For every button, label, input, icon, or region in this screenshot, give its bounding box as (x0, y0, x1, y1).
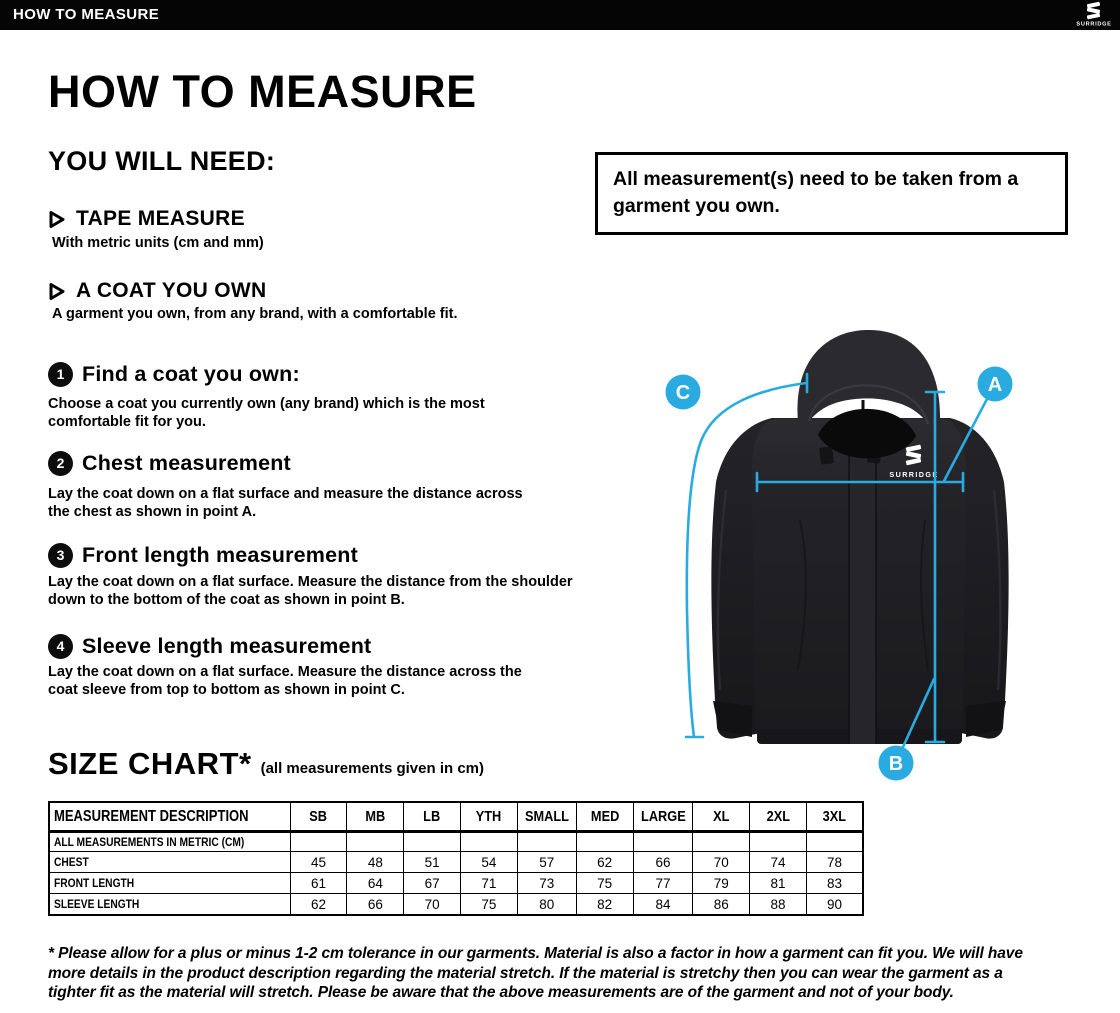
step-number-badge: 2 (48, 451, 73, 476)
step-3-heading (48, 543, 358, 568)
step-body-line: Lay the coat down on a flat surface. Measure the distance from the shoulder (48, 574, 573, 590)
size-value-cell: 84 (633, 894, 693, 916)
step-2-body (48, 485, 523, 521)
step-number-badge: 4 (48, 634, 73, 659)
table-note-cell: ALL MEASUREMENTS IN METRIC (CM) (49, 832, 290, 852)
size-chart-subtitle: (all measurements given in cm) (260, 760, 484, 777)
point-c-label: C (675, 382, 691, 404)
table-row-chest (49, 852, 863, 873)
footnote-line: * Please allow for a plus or minus 1-2 cm tolerance in our garments. Material is also a factor in how a garment can fit you. We will have (48, 945, 1023, 962)
need-item-description: With metric units (cm and mm) (52, 235, 264, 251)
size-col-header: LARGE (633, 802, 693, 832)
step-4-heading (48, 634, 371, 659)
step-title: Front length measurement (82, 543, 358, 567)
size-col-header: SMALL (517, 802, 576, 832)
size-value-cell: 54 (461, 852, 518, 873)
footnote-line: tighter fit as the material will stretch. Please be aware that the above measurements are of the garment and not of your body. (48, 984, 954, 1001)
size-value-cell: 80 (517, 894, 576, 916)
size-value-cell: 62 (576, 852, 633, 873)
step-body-line: Choose a coat you currently own (any brand) which is the most (48, 396, 485, 412)
size-value-cell: 61 (290, 873, 347, 894)
size-value-cell: 74 (750, 852, 807, 873)
bullet-triangle-icon (48, 281, 66, 302)
size-value-cell: 75 (461, 894, 518, 916)
step-1-heading (48, 362, 300, 387)
point-b-label: B (888, 753, 904, 775)
step-body-line: Lay the coat down on a flat surface. Measure the distance across the (48, 664, 522, 680)
size-value-cell: 83 (806, 873, 863, 894)
size-chart-table (48, 801, 864, 916)
size-value-cell: 88 (750, 894, 807, 916)
measurement-label-cell: SLEEVE LENGTH (49, 894, 290, 916)
step-number-badge: 1 (48, 362, 73, 387)
jacket-illustration (711, 330, 1008, 744)
need-item-label: A COAT YOU OWN (76, 279, 267, 302)
size-col-header: LB (404, 802, 461, 832)
size-col-header: SB (290, 802, 347, 832)
step-title: Chest measurement (82, 451, 291, 475)
size-value-cell: 79 (693, 873, 750, 894)
measurement-label-cell: FRONT LENGTH (49, 873, 290, 894)
size-value-cell: 62 (290, 894, 347, 916)
size-chart-heading (48, 748, 484, 780)
step-body-line: the chest as shown in point A. (48, 504, 257, 520)
header-title: HOW TO MEASURE (13, 6, 160, 23)
size-value-cell: 77 (633, 873, 693, 894)
size-chart-title: SIZE CHART* (48, 746, 252, 781)
size-value-cell: 75 (576, 873, 633, 894)
size-col-header: 3XL (806, 802, 863, 832)
step-title: Find a coat you own: (82, 362, 300, 386)
note-box-line: garment you own. (613, 195, 780, 217)
size-value-cell: 70 (693, 852, 750, 873)
size-value-cell: 70 (404, 894, 461, 916)
surridge-logo-wordmark: SURRIDGE (1076, 21, 1112, 28)
point-a-label: A (987, 374, 1003, 396)
need-item-coat (48, 279, 266, 303)
size-col-header: MB (347, 802, 404, 832)
step-body-line: down to the bottom of the coat as shown in point B. (48, 592, 405, 608)
surridge-logo-icon (1073, 1, 1115, 29)
size-value-cell: 64 (347, 873, 404, 894)
need-item-tape-measure (48, 207, 245, 231)
you-will-need-heading: YOU WILL NEED: (48, 146, 276, 176)
note-box (595, 152, 1068, 235)
note-box-line: All measurement(s) need to be taken from a (613, 168, 1019, 190)
corner-header-cell: MEASUREMENT DESCRIPTION (49, 802, 290, 832)
need-item-label: TAPE MEASURE (76, 207, 245, 230)
size-value-cell: 71 (461, 873, 518, 894)
tolerance-footnote (48, 944, 1088, 1003)
step-number-badge: 3 (48, 543, 73, 568)
size-value-cell: 81 (750, 873, 807, 894)
size-col-header: 2XL (750, 802, 807, 832)
header-bar (0, 0, 1120, 30)
need-item-description: A garment you own, from any brand, with a comfortable fit. (52, 306, 458, 322)
table-header-row (49, 802, 863, 832)
bullet-triangle-icon (48, 209, 66, 230)
size-value-cell: 82 (576, 894, 633, 916)
step-2-heading (48, 451, 291, 476)
footnote-line: more details in the product description regarding the material stretch. If the material is stretchy then you can wear the garment as a (48, 964, 1003, 982)
table-note-row (49, 832, 863, 852)
size-value-cell: 66 (633, 852, 693, 873)
size-value-cell: 51 (404, 852, 461, 873)
size-col-header: YTH (461, 802, 518, 832)
size-value-cell: 67 (404, 873, 461, 894)
table-row-front-length (49, 873, 863, 894)
size-value-cell: 90 (806, 894, 863, 916)
step-1-body (48, 395, 485, 431)
step-3-body (48, 573, 573, 609)
size-value-cell: 86 (693, 894, 750, 916)
size-col-header: MED (576, 802, 633, 832)
jacket-measurement-diagram (620, 330, 1120, 800)
step-title: Sleeve length measurement (82, 634, 372, 658)
page-title: HOW TO MEASURE (48, 66, 477, 117)
step-4-body (48, 663, 522, 699)
size-value-cell: 57 (517, 852, 576, 873)
step-body-line: comfortable fit for you. (48, 414, 206, 430)
size-col-header: XL (693, 802, 750, 832)
size-value-cell: 73 (517, 873, 576, 894)
step-body-line: Lay the coat down on a flat surface and measure the distance across (48, 486, 523, 502)
size-value-cell: 78 (806, 852, 863, 873)
jacket-brand-wordmark: SURRIDGE (889, 470, 939, 479)
step-body-line: coat sleeve from top to bottom as shown in point C. (48, 682, 405, 698)
table-row-sleeve-length (49, 894, 863, 916)
size-value-cell: 45 (290, 852, 347, 873)
size-value-cell: 48 (347, 852, 404, 873)
measurement-label-cell: CHEST (49, 852, 290, 873)
size-value-cell: 66 (347, 894, 404, 916)
